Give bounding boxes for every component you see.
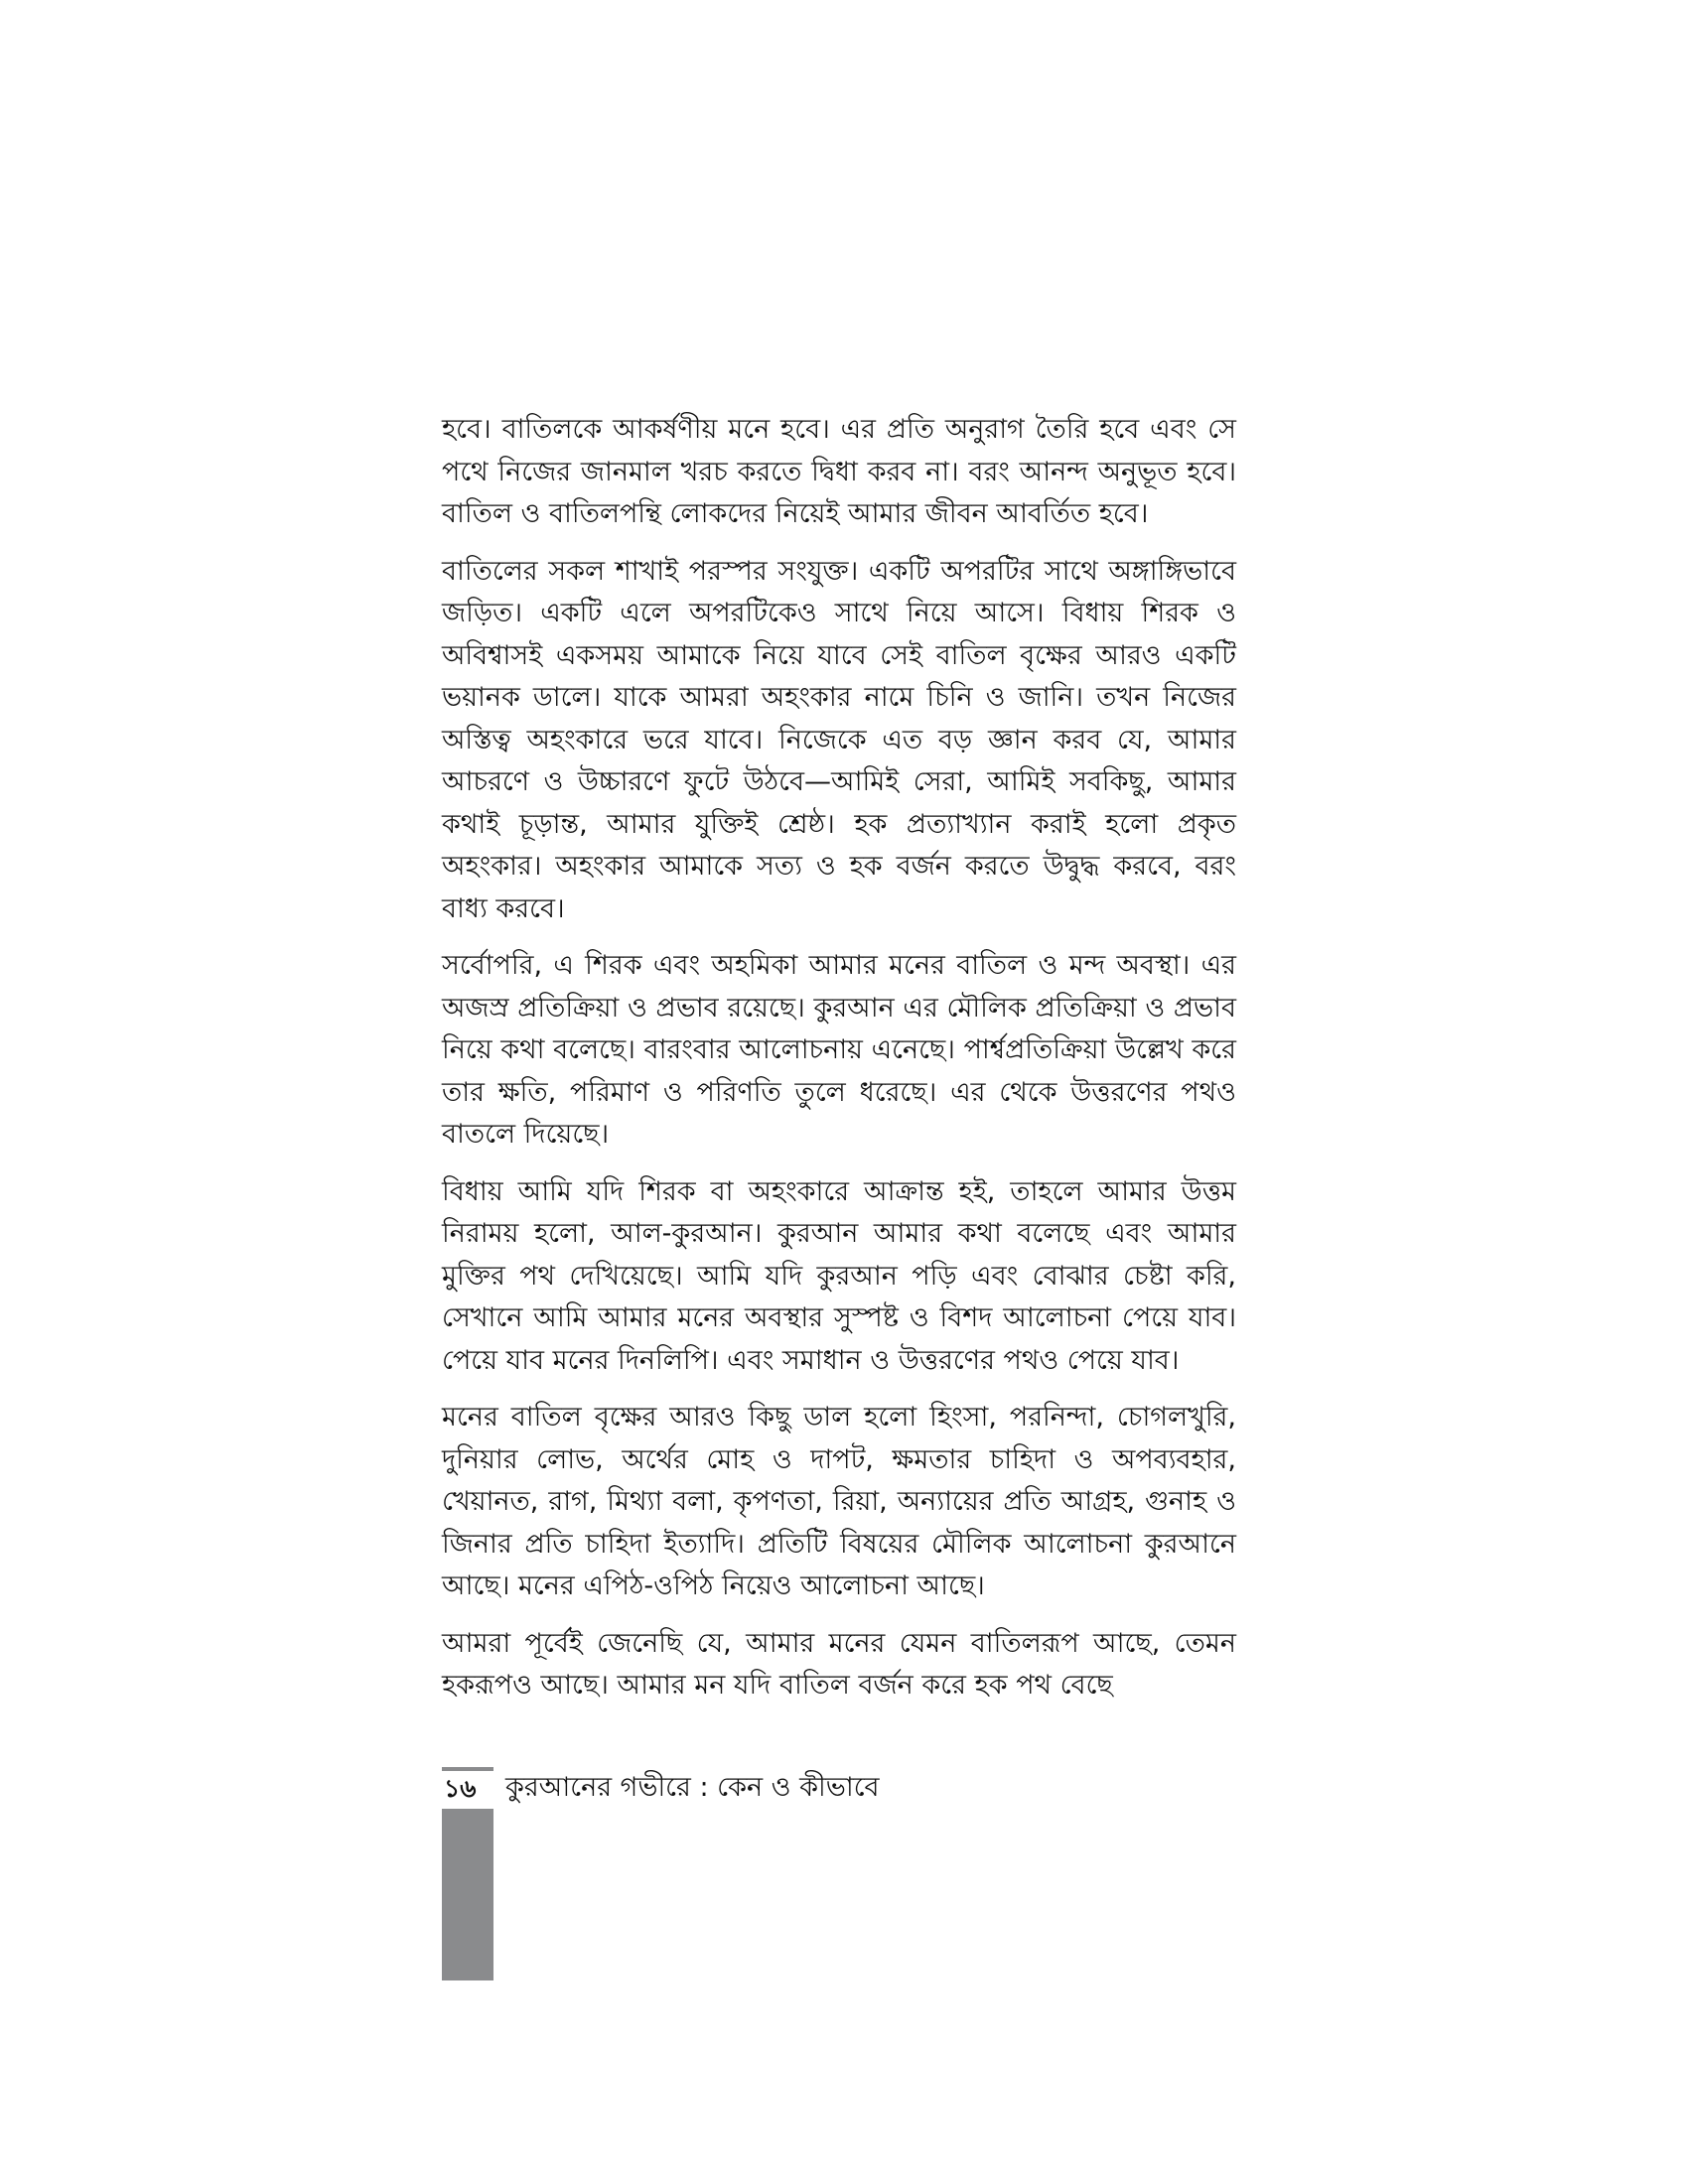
page-number: ১৬ xyxy=(444,1774,477,1803)
footer-rule xyxy=(442,1767,493,1771)
paragraph-3: সর্বোপরি, এ শিরক এবং অহমিকা আমার মনের বাতিল ও মন্দ অবস্থা। এর অজস্র প্রতিক্রিয়া ও প্রভাব রয়েছে। কুরআন এর মৌলিক প্রতিক্রিয়া ও প্রভাব নিয়ে কথা বলেছে। বারংবার আলোচনায় এনেছে। পার্শ্বপ্রতিক্রিয়া উল্লেখ করে তার ক্ষতি, পরিমাণ ও পরিণতি তুলে ধরেছে। এর থেকে উত্তরণের পথও বাতলে দিয়েছে। xyxy=(442,950,1236,1150)
paragraph-6: আমরা পূর্বেই জেনেছি যে, আমার মনের যেমন বাতিলরূপ আছে, তেমন হকরূপও আছে। আমার মন যদি বাতিল বর্জন করে হক পথ বেছে xyxy=(442,1627,1236,1701)
body-text xyxy=(442,409,1236,1722)
paragraph-2: বাতিলের সকল শাখাই পরস্পর সংযুক্ত। একটি অপরটির সাথে অঙ্গাঙ্গিভাবে জড়িত। একটি এলে অপরটিকেও সাথে নিয়ে আসে। বিধায় শিরক ও অবিশ্বাসই একসময় আমাকে নিয়ে যাবে সেই বাতিল বৃক্ষের আরও একটি ভয়ানক ডালে। যাকে আমরা অহংকার নামে চিনি ও জানি। তখন নিজের অস্তিত্ব অহংকারে ভরে যাবে। নিজেকে এত বড় জ্ঞান করব যে, আমার আচরণে ও উচ্চারণে ফুটে উঠবে—আমিই সেরা, আমিই সবকিছু, আমার কথাই চূড়ান্ত, আমার যুক্তিই শ্রেষ্ঠ। হক প্রত্যাখ্যান করাই হলো প্রকৃত অহংকার। অহংকার আমাকে সত্য ও হক বর্জন করতে উদ্বুদ্ধ করবে, বরং বাধ্য করবে। xyxy=(442,555,1236,924)
footer-gray-bar xyxy=(442,1809,493,1980)
paragraph-4: বিধায় আমি যদি শিরক বা অহংকারে আক্রান্ত হই, তাহলে আমার উত্তম নিরাময় হলো, আল-কুরআন। কুরআন আমার কথা বলেছে এবং আমার মুক্তির পথ দেখিয়েছে। আমি যদি কুরআন পড়ি এবং বোঝার চেষ্টা করি, সেখানে আমি আমার মনের অবস্থার সুস্পষ্ট ও বিশদ আলোচনা পেয়ে যাব। পেয়ে যাব মনের দিনলিপি। এবং সমাধান ও উত্তরণের পথও পেয়ে যাব। xyxy=(442,1175,1236,1376)
page-footer xyxy=(442,1767,1236,1980)
paragraph-1: হবে। বাতিলকে আকর্ষণীয় মনে হবে। এর প্রতি অনুরাগ তৈরি হবে এবং সে পথে নিজের জানমাল খরচ করতে দ্বিধা করব না। বরং আনন্দ অনুভূত হবে। বাতিল ও বাতিলপন্থি লোকদের নিয়েই আমার জীবন আবর্তিত হবে। xyxy=(442,414,1236,529)
running-title: কুরআনের গভীরে : কেন ও কীভাবে xyxy=(505,1772,880,1803)
paragraph-5: মনের বাতিল বৃক্ষের আরও কিছু ডাল হলো হিংসা, পরনিন্দা, চোগলখুরি, দুনিয়ার লোভ, অর্থের মোহ ও দাপট, ক্ষমতার চাহিদা ও অপব্যবহার, খেয়ানত, রাগ, মিথ্যা বলা, কৃপণতা, রিয়া, অন্যায়ের প্রতি আগ্রহ, গুনাহ ও জিনার প্রতি চাহিদা ইত্যাদি। প্রতিটি বিষয়ের মৌলিক আলোচনা কুরআনে আছে। মনের এপিঠ-ওপিঠ নিয়েও আলোচনা আছে। xyxy=(442,1402,1236,1601)
